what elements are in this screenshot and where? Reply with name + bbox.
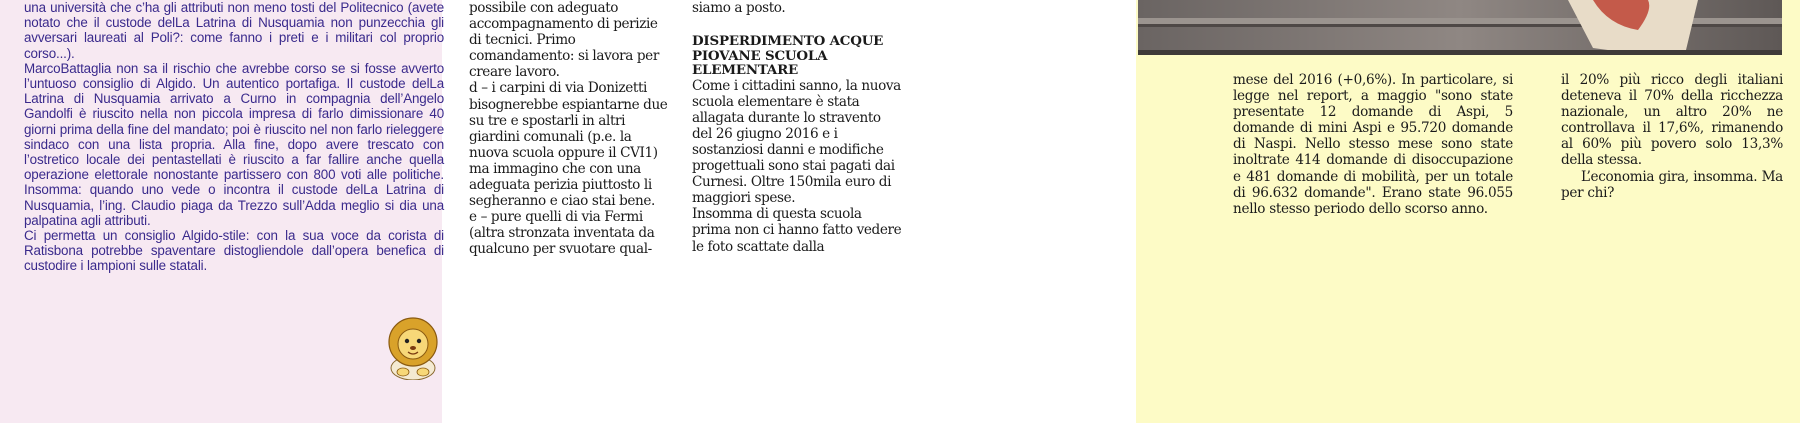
section-heading: DISPERDIMENTO ACQUE PIOVANE SCUOLA ELEMENTARE xyxy=(692,33,884,79)
pink-paragraph-1: una università che c’ha gli attributi non meno tosti del Politecnico (avete notato che il custode delLa Latrina di Nusquamia non punzecchia gli avversari laureati al Poli?: come fanno i preti e i militari col proprio corso...). xyxy=(24,0,444,61)
pink-column-text xyxy=(24,0,444,274)
pink-paragraph-2: MarcoBattaglia non sa il rischio che avrebbe corso se si fosse avverto l’untuoso consiglio di Algido. Un autentico portafiga. Il custode delLa Latrina di Nusquamia arrivato a Curno in compagnia dell’Angelo Gandolfi è riuscito nella non piccola impresa di farlo dimissionare 40 giorni prima della fine del mandato; poi è riuscito nel non farlo rieleggere sindaco con una lista propria. Alla fine, dopo avere trescato con l’ostretico locale dei pentastellati è riuscito a far fallire anche quella operazione elettorale nonostante partissero con 800 voti alle politiche. Insomma: quando uno vede o incontra il custode delLa Latrina di Nusquamia, l’ing. Claudio piaga da Trezzo sull’Adda meglio si dia una palpatina agli attributi. xyxy=(24,60,444,228)
col3-paragraph-1: Come i cittadini sanno, la nuova scuola elementare è stata allagata durante lo stravento del 26 giugno 2016 e i sostanziosi danni e modifiche progettuali sono stai pagati dai Curnesi. Oltre 150mila euro di maggiori spese. xyxy=(692,77,901,207)
article-column-2 xyxy=(469,0,669,258)
col2-paragraph-2: d – i carpini di via Donizetti bisognerebbe espiantarne due su tre e spostarli in altri giardini comunali (p.e. la nuova scuola oppure il CVI1) ma immagino che con una adeguata perizia piuttosto li segheranno e ciao stai bene. xyxy=(469,80,668,210)
pink-paragraph-3: Ci permetta un consiglio Algido-stile: con la sua voce da corista di Ratisbona potrebbe spaventare distogliendole dall’opera benefica di custodire i lampioni sulle statali. xyxy=(24,228,444,274)
article-column-5 xyxy=(1561,72,1783,201)
article-column-3 xyxy=(692,0,902,255)
col4-paragraph-1: mese del 2016 (+0,6%). In particolare, si legge nel report, a maggio "sono state presentate 12 domande di Aspi, 5 domande di mini Aspi e 95.720 domande di Naspi. Nello stesso mese sono state inoltrate 414 domande di disoccupazione e 481 domande di mobilità, per un totale di 96.632 domande". Erano state 96.055 nello stesso periodo dello scorso anno. xyxy=(1233,72,1513,217)
article-column-4 xyxy=(1233,72,1513,217)
lion-mascot-icon xyxy=(383,314,443,380)
photo-strip xyxy=(1138,0,1782,55)
col2-paragraph-3: e – pure quelli di via Fermi (altra stronzata inventata da qualcuno per svuotare qual- xyxy=(469,209,655,258)
col5-paragraph-2: L’economia gira, insomma. Ma per chi? xyxy=(1561,168,1783,201)
col2-paragraph-1: possibile con adeguato accompagnamento di perizie di tecnici. Primo comandamento: si lavora per creare lavoro. xyxy=(469,0,659,81)
col3-lead: siamo a posto. xyxy=(692,0,786,16)
col3-paragraph-2: Insomma di questa scuola prima non ci hanno fatto vedere le foto scattate dalla xyxy=(692,206,902,255)
pink-column xyxy=(0,0,442,423)
col5-paragraph-1: il 20% più ricco degli italiani deteneva il 70% della ricchezza nazionale, un altro 20% ne controllava il 17,6%, rimanendo al 60% più povero solo 13,3% della stessa. xyxy=(1561,72,1783,169)
